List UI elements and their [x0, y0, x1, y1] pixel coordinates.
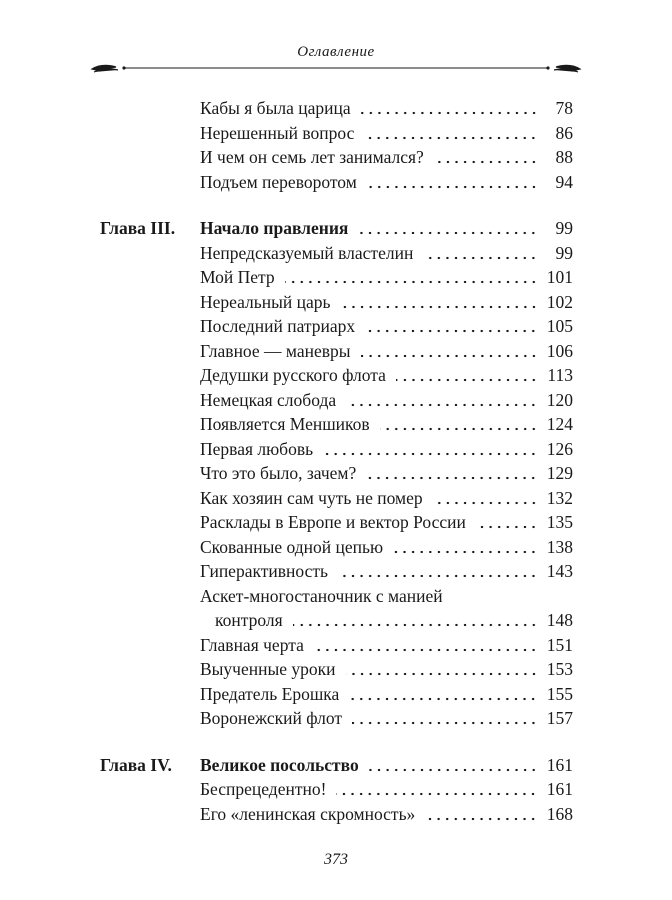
toc-entry[interactable]	[100, 265, 573, 290]
entry-title: Великое посольство	[200, 754, 359, 775]
dot-leader	[346, 403, 538, 407]
dot-leader	[323, 452, 538, 456]
entry-page-number: 132	[546, 487, 573, 508]
entry-page-number: 161	[546, 779, 573, 799]
entry-title: Воронежский флот	[200, 708, 343, 728]
chapter-label: Глава IV.	[100, 754, 172, 775]
toc-entry[interactable]	[100, 802, 573, 827]
toc-entry[interactable]	[100, 584, 573, 609]
entry-title: Предатель Ерошка	[200, 683, 340, 704]
chapter-label: Глава III.	[100, 218, 176, 238]
dot-leader	[425, 817, 537, 821]
entry-title: Мой Петр	[200, 267, 275, 287]
entry-page-number: 124	[546, 414, 573, 434]
entry-page-number: 161	[546, 754, 573, 775]
entry-page-number: 99	[555, 218, 573, 238]
table-of-contents	[100, 96, 573, 826]
entry-page-number: 86	[555, 122, 573, 143]
section-gap	[100, 194, 573, 216]
toc-entry[interactable]	[100, 461, 573, 486]
entry-title: Появляется Меншиков	[200, 414, 370, 434]
toc-entry[interactable]	[100, 559, 573, 584]
toc-entry[interactable]	[100, 486, 573, 511]
toc-entry[interactable]	[100, 777, 573, 802]
dot-leader	[364, 136, 538, 140]
toc-entry[interactable]	[100, 706, 573, 731]
entry-page-number: 102	[546, 291, 573, 312]
entry-title: Беспрецедентно!	[200, 779, 327, 799]
dot-leader	[352, 721, 538, 725]
entry-title: Что это было, зачем?	[200, 463, 357, 483]
toc-entry[interactable]	[100, 437, 573, 462]
entry-page-number: 148	[546, 610, 573, 630]
entry-page-number: 88	[555, 147, 573, 167]
dot-leader	[361, 111, 538, 115]
dot-leader	[358, 231, 538, 235]
dot-leader	[365, 329, 538, 333]
entry-page-number: 138	[546, 536, 573, 557]
entry-title: Последний патриарх	[200, 316, 356, 336]
entry-title: Нереальный царь	[200, 291, 331, 312]
dot-leader	[361, 354, 538, 358]
entry-page-number: 105	[546, 316, 573, 336]
entry-title: контроля	[215, 610, 283, 630]
entry-page-number: 120	[546, 389, 573, 410]
entry-page-number: 126	[546, 438, 573, 459]
entry-page-number: 113	[547, 365, 573, 385]
entry-page-number: 151	[546, 634, 573, 655]
entry-page-number: 157	[546, 708, 573, 728]
dot-leader	[293, 623, 538, 627]
entry-title: Гиперактивность	[200, 561, 328, 581]
dot-leader	[341, 305, 538, 309]
toc-entry[interactable]	[100, 170, 573, 195]
entry-page-number: 168	[546, 803, 573, 824]
toc-entry[interactable]	[100, 145, 573, 170]
toc-entry[interactable]	[100, 535, 573, 560]
dot-leader	[423, 256, 538, 260]
page-number: 373	[324, 851, 348, 868]
dot-leader	[367, 185, 538, 189]
toc-entry[interactable]	[100, 412, 573, 437]
toc-entry[interactable]	[100, 753, 573, 778]
entry-page-number: 101	[546, 267, 573, 287]
dot-leader	[433, 501, 538, 505]
entry-page-number: 99	[555, 242, 573, 263]
entry-title: Выученные уроки	[200, 659, 336, 679]
entry-page-number: 129	[546, 463, 573, 483]
entry-title: Аскет-многостаночник с манией	[200, 585, 443, 606]
entry-title: Подъем переворотом	[200, 171, 357, 192]
entry-title: Немецкая слобода	[200, 389, 337, 410]
dot-leader	[369, 768, 538, 772]
toc-entry[interactable]	[100, 216, 573, 241]
dot-leader	[338, 574, 538, 578]
entry-title: Его «ленинская скромность»	[200, 803, 416, 824]
dot-leader	[396, 378, 538, 382]
dot-leader	[336, 792, 537, 796]
toc-entry[interactable]	[100, 290, 573, 315]
entry-title: И чем он семь лет занимался?	[200, 147, 424, 167]
entry-title: Расклады в Европе и вектор России	[200, 512, 466, 532]
dot-leader	[434, 160, 538, 164]
entry-title: Как хозяин сам чуть не помер	[200, 487, 423, 508]
entry-page-number: 155	[546, 683, 573, 704]
entry-title: Дедушки русского флота	[200, 365, 386, 385]
toc-entry[interactable]	[100, 608, 573, 633]
entry-title: Первая любовь	[200, 438, 314, 459]
dot-leader	[380, 427, 538, 431]
entry-title: Главное — маневры	[200, 340, 351, 361]
toc-entry[interactable]	[100, 314, 573, 339]
toc-entry[interactable]	[100, 657, 573, 682]
toc-entry[interactable]	[100, 339, 573, 364]
entry-page-number: 106	[546, 340, 573, 361]
entry-title: Скованные одной цепью	[200, 536, 384, 557]
entry-page-number: 153	[546, 659, 573, 679]
dot-leader	[346, 672, 538, 676]
entry-title: Начало правления	[200, 218, 349, 238]
toc-entry[interactable]	[100, 121, 573, 146]
section-gap	[100, 731, 573, 753]
entry-title: Нерешенный вопрос	[200, 122, 355, 143]
dot-leader	[285, 280, 538, 284]
dot-leader	[393, 550, 538, 554]
toc-entry[interactable]	[100, 388, 573, 413]
running-header: Оглавление	[297, 44, 375, 60]
toc-entry[interactable]	[100, 241, 573, 266]
dot-leader	[314, 648, 538, 652]
toc-entry[interactable]	[100, 96, 573, 121]
dot-leader	[349, 697, 537, 701]
toc-entry[interactable]	[100, 363, 573, 388]
toc-entry[interactable]	[100, 682, 573, 707]
entry-title: Кабы я была царица	[200, 98, 351, 118]
dot-leader	[366, 476, 537, 480]
dot-leader	[476, 525, 538, 529]
entry-title: Непредсказуемый властелин	[200, 242, 414, 263]
entry-title: Главная черта	[200, 634, 304, 655]
toc-entry[interactable]	[100, 510, 573, 535]
ornamental-rule	[90, 60, 582, 76]
entry-page-number: 135	[546, 512, 573, 532]
entry-page-number: 78	[555, 98, 573, 118]
entry-page-number: 143	[546, 561, 573, 581]
toc-entry[interactable]	[100, 633, 573, 658]
entry-page-number: 94	[555, 171, 573, 192]
